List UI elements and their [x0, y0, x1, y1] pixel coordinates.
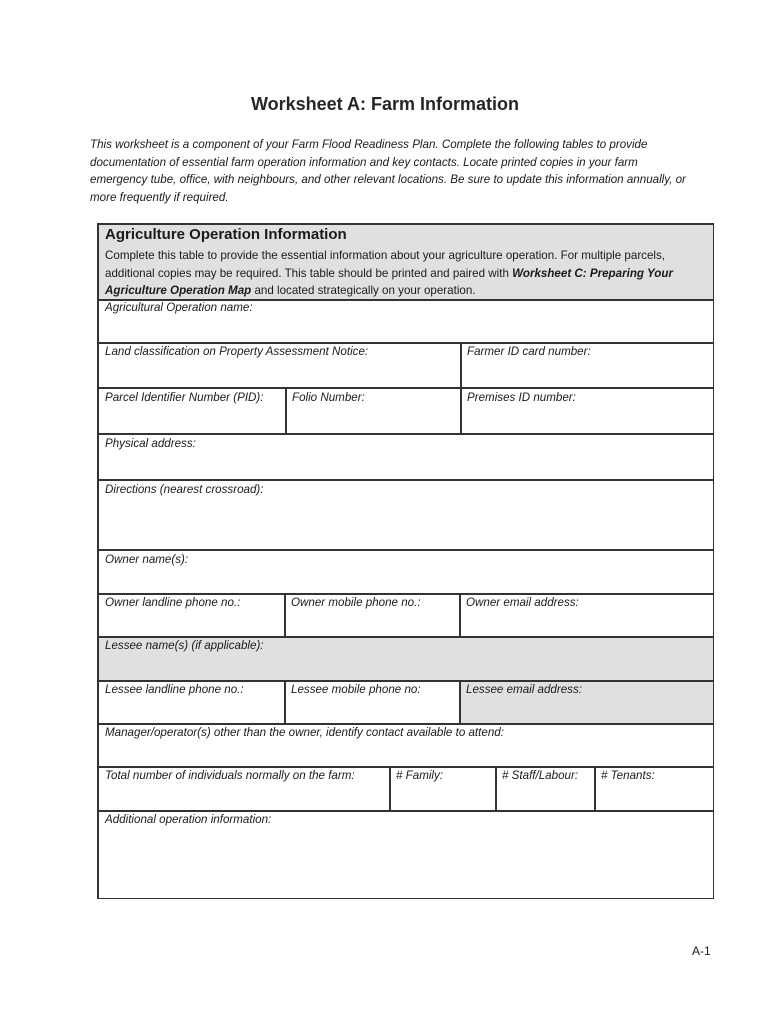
lessee-landline-field[interactable]: Lessee landline phone no.: [105, 683, 244, 696]
column-divider [459, 680, 461, 723]
column-divider [460, 342, 462, 433]
column-divider [594, 766, 596, 810]
staff-labour-field[interactable]: # Staff/Labour: [502, 769, 579, 782]
form-border-left [97, 223, 99, 899]
row-divider [97, 387, 714, 389]
farmer-id-field[interactable]: Farmer ID card number: [467, 345, 591, 358]
physical-address-field[interactable]: Physical address: [105, 437, 196, 450]
worksheet-c-reference: Worksheet C: Preparing Your Agriculture Operation Map [105, 266, 673, 297]
owner-landline-field[interactable]: Owner landline phone no.: [105, 596, 241, 609]
operation-name-field[interactable]: Agricultural Operation name: [105, 301, 253, 314]
tenants-field[interactable]: # Tenants: [601, 769, 655, 782]
agriculture-operation-form [97, 223, 714, 899]
form-border-bottom [97, 898, 714, 900]
lessee-names-field[interactable]: Lessee name(s) (if applicable): [105, 639, 264, 652]
manager-operator-field[interactable]: Manager/operator(s) other than the owner, identify contact available to attend: [105, 726, 504, 739]
row-divider [97, 636, 714, 638]
row-divider [97, 342, 714, 344]
row-divider [97, 479, 714, 481]
pid-field[interactable]: Parcel Identifier Number (PID): [105, 391, 264, 404]
worksheet-title: Worksheet A: Farm Information [250, 94, 520, 114]
intro-paragraph: This worksheet is a component of your Farm Flood Readiness Plan. Complete the following tables to provide documentation of essential farm operation information and key contacts. Locate printed copies in your farm emergency tube, office, with neighbours, and other relevant locations. Be sure to update this information annually, or more frequently if required. [90, 138, 686, 204]
directions-field[interactable]: Directions (nearest crossroad): [105, 483, 264, 496]
premises-id-field[interactable]: Premises ID number: [467, 391, 576, 404]
section-desc-text: and located strategically on your operation. [251, 284, 476, 297]
row-divider [97, 549, 714, 551]
folio-number-field[interactable]: Folio Number: [292, 391, 365, 404]
additional-info-field[interactable]: Additional operation information: [105, 813, 272, 826]
row-divider [97, 433, 714, 435]
section-desc-text: Complete this table to provide the essential information about your agriculture operation. For multiple parcels, additional copies may be required. This table should be printed and paired with [105, 249, 666, 280]
row-divider [97, 810, 714, 812]
section-title: Agriculture Operation Information [105, 226, 347, 243]
row-divider [97, 723, 714, 725]
form-border-top [97, 223, 714, 225]
owner-mobile-field[interactable]: Owner mobile phone no.: [291, 596, 421, 609]
column-divider [389, 766, 391, 810]
land-classification-field[interactable]: Land classification on Property Assessment Notice: [105, 345, 369, 358]
section-description [105, 247, 705, 300]
row-divider [97, 593, 714, 595]
lessee-email-field[interactable]: Lessee email address: [466, 683, 582, 696]
column-divider [284, 680, 286, 723]
column-divider [284, 593, 286, 636]
row-divider [97, 680, 714, 682]
column-divider [459, 593, 461, 636]
row-divider [97, 766, 714, 768]
form-border-right [713, 223, 715, 899]
lessee-mobile-field[interactable]: Lessee mobile phone no: [291, 683, 421, 696]
page-number: A-1 [692, 944, 711, 958]
total-individuals-field[interactable]: Total number of individuals normally on the farm: [105, 769, 355, 782]
owner-names-field[interactable]: Owner name(s): [105, 553, 189, 566]
column-divider [495, 766, 497, 810]
column-divider [285, 387, 287, 433]
owner-email-field[interactable]: Owner email address: [466, 596, 579, 609]
family-count-field[interactable]: # Family: [396, 769, 444, 782]
